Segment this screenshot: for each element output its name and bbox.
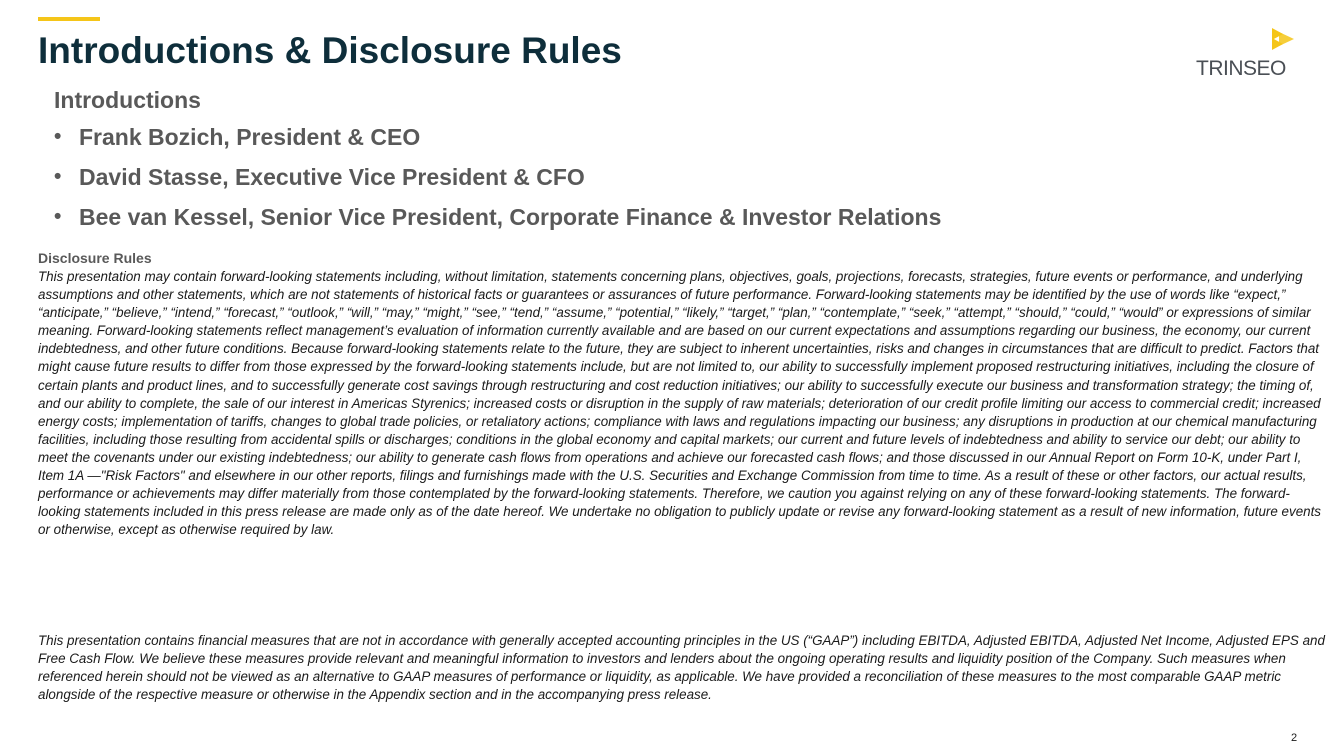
introduction-text: Bee van Kessel, Senior Vice President, Corporate Finance & Investor Relations	[79, 204, 942, 230]
page-title: Introductions & Disclosure Rules	[38, 30, 622, 71]
trinseo-chevron-icon	[1270, 26, 1296, 52]
bullet-icon: •	[54, 165, 62, 188]
list-item	[54, 203, 941, 243]
disclosure-heading: Disclosure Rules	[38, 250, 152, 266]
bullet-icon: •	[54, 125, 62, 148]
trinseo-logo	[1192, 26, 1302, 82]
forward-looking-statements-paragraph: This presentation may contain forward-looking statements including, without limitation, statements concerning plans, objectives, goals, projections, forecasts, strategies, future events or performance, and underlying assumptions and other statements, which are not statements of historical facts or guarantees or assurances of future performance. Forward-looking statements may be identified by the use of words like “expect,” “anticipate,” “believe,” “intend,” “forecast,” “outlook,” “will,” “may,” “might,” “see,” “tend,” “assume,” “potential,” “likely,” “target,” “plan,” “contemplate,” “seek,” “attempt,” “should,” “could,” “would” or expressions of similar meaning. Forward-looking statements reflect management’s evaluation of information currently available and are based on our current expectations and assumptions regarding our business, the economy, our current indebtedness, and other future conditions. Because forward-looking statements relate to the future, they are subject to inherent uncertainties, risks and changes in circumstances that are difficult to predict. Factors that might cause future results to differ from those expressed by the forward-looking statements include, but are not limited to, our ability to successfully implement proposed restructuring initiatives, including the closure of certain plants and product lines, and to successfully generate cost savings through restructuring and cost reduction initiatives; our ability to successfully execute our business and transformation strategy; the timing of, and our ability to complete, the sale of our interest in Americas Styrenics; increased costs or disruption in the supply of raw materials; deterioration of our credit profile limiting our access to commercial credit; increased energy costs; implementation of tariffs, changes to global trade policies, or retaliatory actions; compliance with laws and regulations impacting our business; any disruptions in production at our chemical manufacturing facilities, including those resulting from accidental spills or discharges; conditions in the global economy and capital markets; our current and future levels of indebtedness and ability to service our debt; our ability to meet the covenants under our existing indebtedness; our ability to generate cash flows from operations and achieve our forecasted cash flows; and those discussed in our Annual Report on Form 10-K, under Part I, Item 1A —"Risk Factors" and elsewhere in our other reports, filings and furnishings made with the U.S. Securities and Exchange Commission from time to time. As a result of these or other factors, our actual results, performance or achievements may differ materially from those contemplated by the forward-looking statements. Therefore, we caution you against relying on any of these forward-looking statements. The forward-looking statements included in this press release are made only as of the date hereof. We undertake no obligation to publicly update or revise any forward-looking statement as a result of new information, future events or otherwise, except as otherwise required by law.	[38, 269, 1322, 538]
introductions-list	[54, 123, 941, 243]
non-gaap-measures-paragraph: This presentation contains financial measures that are not in accordance with generally accepted accounting principles in the US (“GAAP”) including EBITDA, Adjusted EBITDA, Adjusted Net Income, Adjusted EPS and Free Cash Flow. We believe these measures provide relevant and meaningful information to investors and lenders about the ongoing operating results and liquidity position of the Company. Such measures when referenced herein should not be viewed as an alternative to GAAP measures of performance or liquidity, as applicable. We have provided a reconciliation of these measures to the most comparable GAAP metric alongside of the respective measure or otherwise in the Appendix section and in the accompanying press release.	[38, 633, 1325, 703]
page-number: 2	[1291, 732, 1298, 744]
logo-wordmark: TRINSEO	[1196, 57, 1286, 80]
introduction-text: Frank Bozich, President & CEO	[79, 124, 421, 150]
list-item	[54, 163, 941, 203]
title-accent-bar	[38, 17, 100, 21]
list-item	[54, 123, 941, 163]
introductions-heading: Introductions	[54, 87, 201, 113]
introduction-text: David Stasse, Executive Vice President & CFO	[79, 164, 585, 190]
bullet-icon: •	[54, 205, 62, 228]
